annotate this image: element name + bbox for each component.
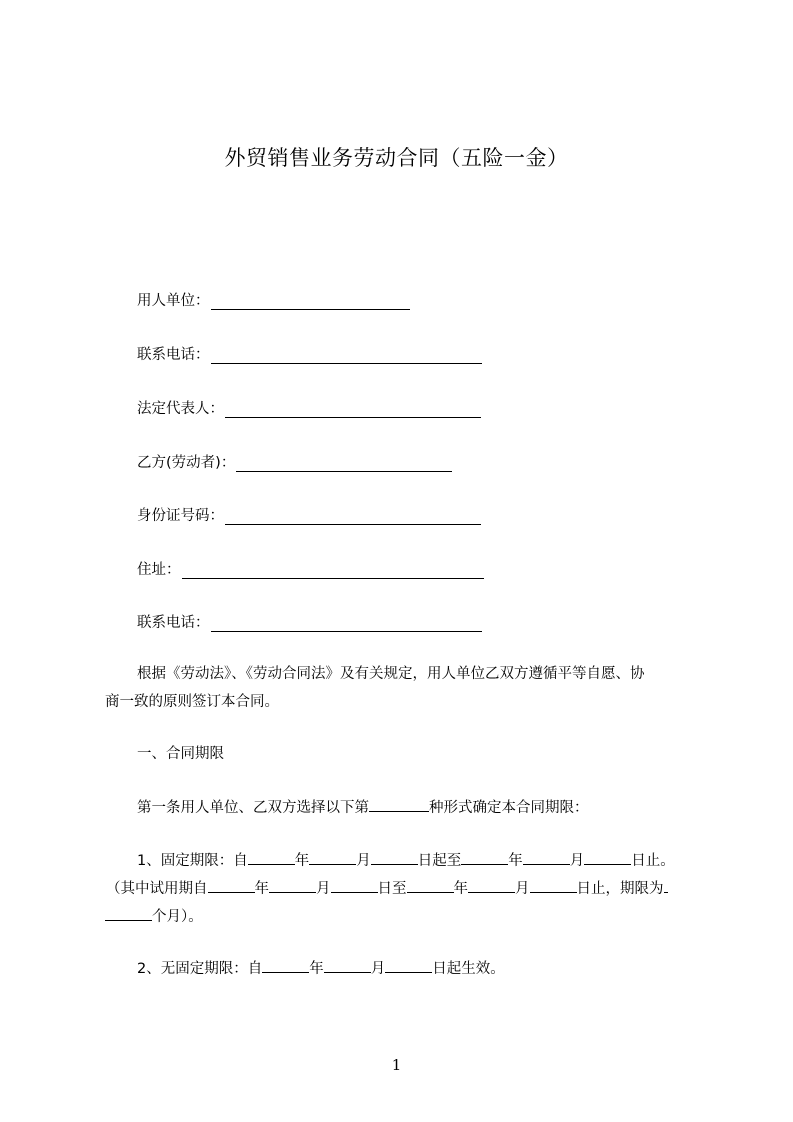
probation-start-month-blank: [269, 878, 316, 893]
probation-months-line: [105, 903, 705, 931]
legal-rep-label: 法定代表人：: [137, 401, 224, 417]
month-text: 月: [515, 881, 530, 897]
probation-start-day-blank: [331, 878, 378, 893]
month-text: 月: [370, 961, 386, 977]
phone-field-2: [137, 612, 482, 632]
months-close-text: 个月）。: [152, 909, 203, 925]
address-field: [137, 559, 484, 579]
start-end-text: 日起至: [417, 853, 462, 869]
intro-line-2: 商一致的原则签订本合同。: [105, 694, 279, 710]
unfixed-day-blank: [385, 958, 432, 973]
probation-line: [106, 875, 706, 903]
probation-stop-text: 日止，期限为: [576, 881, 664, 897]
employer-field: [137, 290, 410, 310]
article-1-text-a: 第一条用人单位、乙双方选择以下第: [137, 800, 369, 816]
address-blank: [182, 564, 484, 579]
section-heading: 一、合同期限: [137, 746, 224, 762]
legal-rep-blank: [225, 403, 481, 418]
year-text: 年: [309, 961, 324, 977]
effective-text: 日起生效。: [432, 961, 505, 977]
party-b-field: [137, 452, 452, 472]
year-text: 年: [508, 853, 523, 869]
unfixed-term-line: [137, 955, 737, 983]
probation-end-year-blank: [407, 878, 454, 893]
page-number: 1: [391, 1056, 402, 1074]
phone-field-1: [137, 344, 482, 364]
employer-blank: [211, 295, 410, 310]
unfixed-term-label: 2、无固定期限：自: [137, 961, 263, 977]
fixed-term-label: 1、固定期限：自: [137, 853, 248, 869]
article-1: [137, 794, 737, 822]
fixed-term-line: [137, 847, 737, 875]
phone-blank-2: [211, 617, 482, 632]
probation-months-blank: [105, 906, 152, 921]
legal-rep-field: [137, 398, 481, 418]
form-choice-blank: [369, 797, 429, 812]
start-year-blank: [248, 850, 295, 865]
article-1-text-b: 种形式确定本合同期限：: [429, 800, 589, 816]
month-text: 月: [569, 853, 585, 869]
year-text: 年: [254, 881, 269, 897]
id-number-blank: [225, 510, 481, 525]
party-b-blank: [236, 457, 452, 472]
document-title: 外贸销售业务劳动合同（五险一金）: [224, 146, 569, 170]
probation-start-year-blank: [208, 878, 255, 893]
probation-label: （其中试用期自: [106, 881, 208, 897]
year-text: 年: [294, 853, 310, 869]
end-day-blank: [584, 850, 631, 865]
end-month-blank: [523, 850, 570, 865]
period-blank-tail: [664, 878, 668, 893]
employer-label: 用人单位：: [137, 293, 210, 309]
address-label: 住址：: [137, 562, 181, 578]
stop-text: 日止。: [631, 853, 675, 869]
unfixed-month-blank: [324, 958, 371, 973]
year-text: 年: [453, 881, 468, 897]
id-number-field: [137, 505, 481, 525]
month-text: 月: [316, 881, 331, 897]
start-month-blank: [309, 850, 356, 865]
probation-end-month-blank: [468, 878, 515, 893]
intro-line-1: 根据《劳动法》、《劳动合同法》及有关规定，用人单位乙双方遵循平等自愿、协: [137, 666, 645, 682]
end-year-blank: [461, 850, 508, 865]
phone-label-2: 联系电话：: [137, 615, 210, 631]
phone-blank-1: [211, 349, 482, 364]
month-text: 月: [356, 853, 371, 869]
probation-end-day-blank: [530, 878, 577, 893]
start-day-blank: [371, 850, 418, 865]
phone-label-1: 联系电话：: [137, 347, 210, 363]
id-number-label: 身份证号码：: [137, 508, 224, 524]
unfixed-year-blank: [262, 958, 309, 973]
party-b-label: 乙方(劳动者)：: [137, 455, 236, 471]
probation-to-text: 日至: [377, 881, 407, 897]
